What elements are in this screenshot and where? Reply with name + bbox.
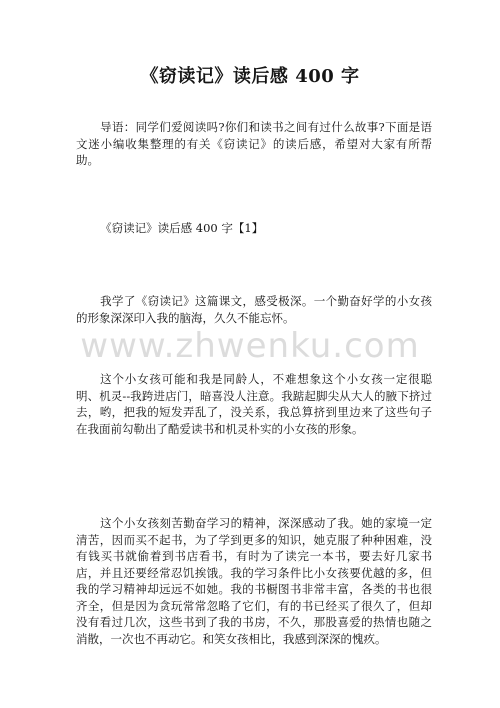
document-title: 《窃读记》读后感 400 字 [140,66,360,87]
intro-paragraph: 导语：同学们爱阅读吗?你们和读书之间有过什么故事?下面是语文迷小编收集整理的有关《窃读记》的读后感，希望对大家有所帮助。 [76,120,432,167]
watermark-text: www.zhwenku.com [80,326,420,366]
body-paragraph-3: 这个小女孩刻苦勤奋学习的精神，深深感动了我。她的家境一定清苦，因而买不起书，为了学到更多的知识，她克服了种种困难，没有钱买书就偷着到书店看书，有时为了读完一本书，要去好几家书店，并且还要经常忍饥挨饿。我的学习条件比小女孩要优越的多，但我的学习精神却远远不如她。我的书橱图书非常丰富，各类的书也很齐全，但是因为贪玩常常忽略了它们，有的书已经买了很久了，但却没有看过几次，这些书到了我的书房，不久，那股喜爱的热情也随之消散，一次也不再动它。和笑女孩相比，我感到深深的愧疚。 [76,516,432,646]
section-heading: 《窃读记》读后感 400 字【1】 [100,221,264,235]
body-paragraph-2: 这个小女孩可能和我是同龄人，不难想象这个小女孩一定很聪明、机灵--我跨进店门，暗喜没人注意。我踮起脚尖从大人的腋下挤过去，哟，把我的短发弄乱了，没关系，我总算挤到里边来了这些句子在我面前勾勒出了酷爱读书和机灵朴实的小女孩的形象。 [76,372,432,436]
body-paragraph-1: 我学了《窃读记》这篇课文，感受极深。一个勤奋好学的小女孩的形象深深印入我的脑海，久久不能忘怀。 [76,294,432,325]
